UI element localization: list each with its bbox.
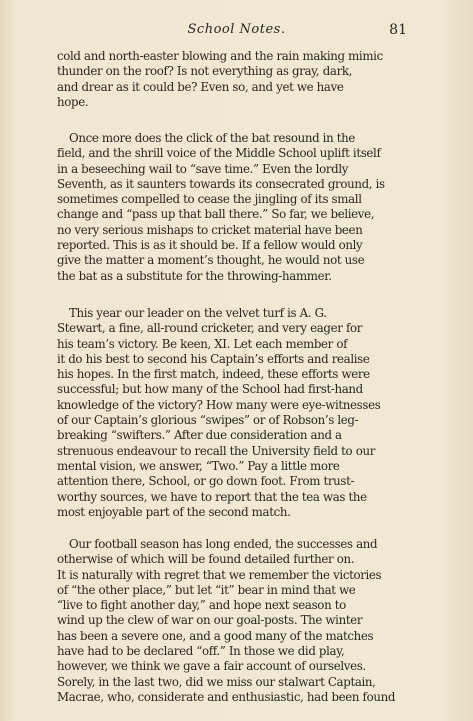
text-line: otherwise of which will be found detailed further on. — [57, 552, 355, 567]
text-line: wind up the clew of war on our goal-posts. The winter — [57, 613, 363, 628]
text-line: his hopes. In the first match, indeed, these efforts were — [57, 367, 370, 382]
text-line: in a beseeching wail to “save time.” Even the lordly — [57, 161, 349, 176]
text-line: field, and the shrill voice of the Middle School uplift itself — [57, 146, 381, 161]
text-line: Macrae, who, considerate and enthusiastic, had been found — [57, 689, 396, 704]
page-number: 81 — [389, 22, 407, 38]
text-line: This year our leader on the velvet turf is A. G. — [69, 306, 327, 320]
text-line: It is naturally with regret that we remember the victories — [57, 567, 382, 582]
text-line: Seventh, as it saunters towards its consecrated ground, is — [57, 176, 385, 191]
text-line: it do his best to second his Captain’s efforts and realise — [57, 351, 370, 366]
text-line: change and “pass up that ball there.” So far, we believe, — [57, 207, 375, 222]
text-line: cold and north-easter blowing and the rain making mimic — [57, 49, 383, 63]
text-line: of our Captain’s glorious “swipes” or of Robson’s leg- — [57, 413, 359, 428]
text-line: the bat as a substitute for the throwing-hammer. — [57, 268, 332, 283]
paragraph-2 — [57, 131, 414, 284]
text-line: Sorely, in the last two, did we miss our stalwart Captain, — [57, 674, 376, 689]
text-line: and drear as it could be? Even so, and yet we have — [57, 79, 344, 94]
text-line: sometimes compelled to cease the jingling of its small — [57, 192, 362, 207]
paragraph-4 — [57, 537, 414, 705]
text-line: most enjoyable part of the second match. — [57, 504, 291, 519]
text-line: mental vision, we answer, “Two.” Pay a little more — [57, 458, 340, 473]
text-line: Stewart, a fine, all-round cricketer, and very eager for — [57, 321, 363, 336]
text-line: knowledge of the victory? How many were eye-witnesses — [57, 397, 381, 412]
text-line: attention there, School, or go down foot. From trust- — [57, 474, 355, 489]
paragraph-3 — [57, 306, 414, 520]
text-line: his team’s victory. Be keen, XI. Let each member of — [57, 336, 348, 351]
text-line: worthy sources, we have to report that the tea was the — [57, 489, 367, 504]
text-line: thunder on the roof? Is not everything as gray, dark, — [57, 64, 353, 79]
text-line: strenuous endeavour to recall the University field to our — [57, 443, 375, 458]
text-line: have had to be declared “off.” In those we did play, — [57, 644, 345, 659]
text-line: however, we think we gave a fair account of ourselves. — [57, 659, 366, 674]
text-line: has been a severe one, and a good many of the matches — [57, 628, 374, 643]
text-line: Our football season has long ended, the successes and — [69, 537, 378, 551]
text-line: no very serious mishaps to cricket material have been — [57, 222, 363, 237]
text-line: “live to fight another day,” and hope next season to — [57, 598, 346, 613]
text-line: hope. — [57, 94, 89, 109]
text-line: Once more does the click of the bat resound in the — [69, 131, 356, 145]
text-line: reported. This is as it should be. If a fellow would only — [57, 238, 363, 253]
running-title: School Notes. — [187, 22, 286, 37]
paragraph-1 — [57, 49, 414, 110]
text-line: give the matter a moment’s thought, he would not use — [57, 253, 365, 268]
page-header — [0, 22, 473, 42]
text-line: successful; but how many of the School had first-hand — [57, 382, 363, 397]
text-line: of “the other place,” but let “it” bear in mind that we — [57, 582, 356, 597]
text-line: breaking “swifters.” After due consideration and a — [57, 428, 342, 443]
